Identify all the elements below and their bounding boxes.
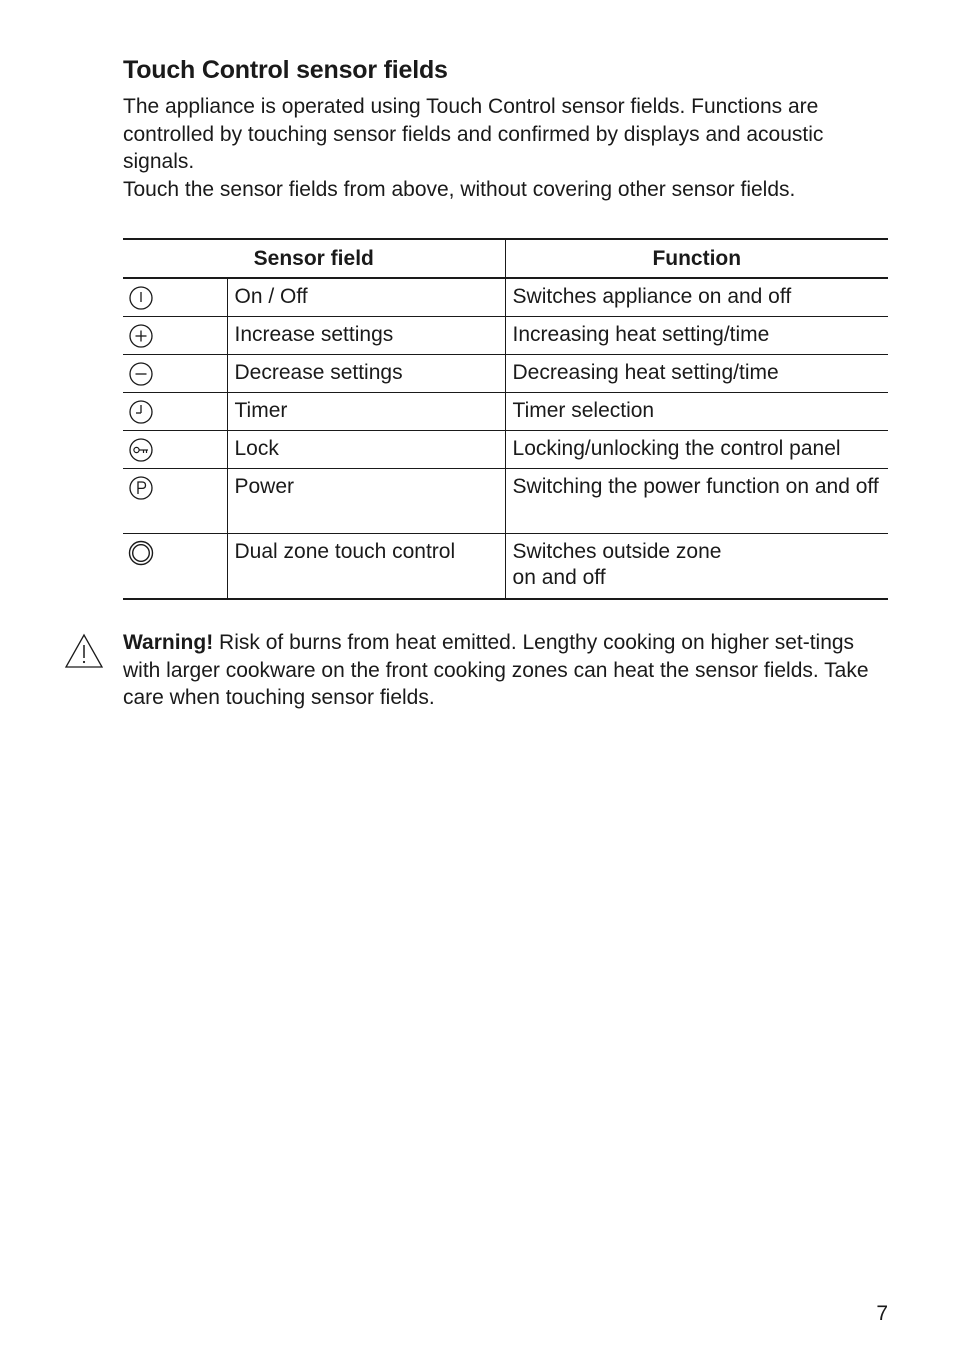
sensor-function: Switches appliance on and off <box>505 278 888 317</box>
icon-cell <box>123 469 227 534</box>
sensor-function: Increasing heat setting/time <box>505 317 888 355</box>
intro-paragraph-2: Touch the sensor fields from above, without covering other sensor fields. <box>123 177 796 201</box>
icon-cell <box>123 278 227 317</box>
power-icon <box>128 285 154 311</box>
sensor-name: Timer <box>227 393 505 431</box>
table-row <box>123 393 888 431</box>
warning-text <box>123 629 893 712</box>
sensor-field-table <box>123 238 888 600</box>
sensor-function-line-2: on and off <box>512 566 606 589</box>
sensor-function: Locking/unlocking the control panel <box>505 431 888 469</box>
sensor-name: Decrease settings <box>227 355 505 393</box>
plus-icon <box>128 323 154 349</box>
sensor-function: Switching the power function on and off <box>505 469 888 534</box>
sensor-name: Power <box>227 469 505 534</box>
intro-text <box>123 93 893 203</box>
warning-body: Risk of burns from heat emitted. Lengthy cooking on higher set-tings with larger cookware on the front cooking zones can heat the sensor fields. Take care when touching sensor fields. <box>123 631 869 709</box>
intro-paragraph-1: The appliance is operated using Touch Control sensor fields. Functions are controlled by touching sensor fields and confirmed by displays and acoustic signals. <box>123 95 824 173</box>
dual-zone-icon <box>128 540 154 566</box>
header-function: Function <box>505 239 888 278</box>
sensor-function-line-1: Switches outside zone <box>512 540 722 563</box>
icon-cell <box>123 355 227 393</box>
sensor-function: Decreasing heat setting/time <box>505 355 888 393</box>
sensor-function <box>505 534 888 600</box>
page-number: 7 <box>876 1302 888 1325</box>
header-sensor-field: Sensor field <box>123 239 505 278</box>
icon-cell <box>123 534 227 600</box>
table-row <box>123 431 888 469</box>
sensor-function: Timer selection <box>505 393 888 431</box>
warning-label: Warning! <box>123 631 214 654</box>
icon-cell <box>123 393 227 431</box>
table-row <box>123 469 888 534</box>
clock-icon <box>128 399 154 425</box>
power-p-icon <box>128 475 154 501</box>
icon-cell <box>123 431 227 469</box>
icon-cell <box>123 317 227 355</box>
table-row <box>123 355 888 393</box>
sensor-name: Lock <box>227 431 505 469</box>
sensor-name: On / Off <box>227 278 505 317</box>
minus-icon <box>128 361 154 387</box>
sensor-name: Increase settings <box>227 317 505 355</box>
page-title: Touch Control sensor fields <box>123 56 448 84</box>
key-icon <box>128 437 154 463</box>
table-header-row <box>123 239 888 278</box>
warning-triangle-icon <box>64 633 104 669</box>
table-row <box>123 534 888 600</box>
table-row <box>123 317 888 355</box>
sensor-name: Dual zone touch control <box>227 534 505 600</box>
table-row <box>123 278 888 317</box>
